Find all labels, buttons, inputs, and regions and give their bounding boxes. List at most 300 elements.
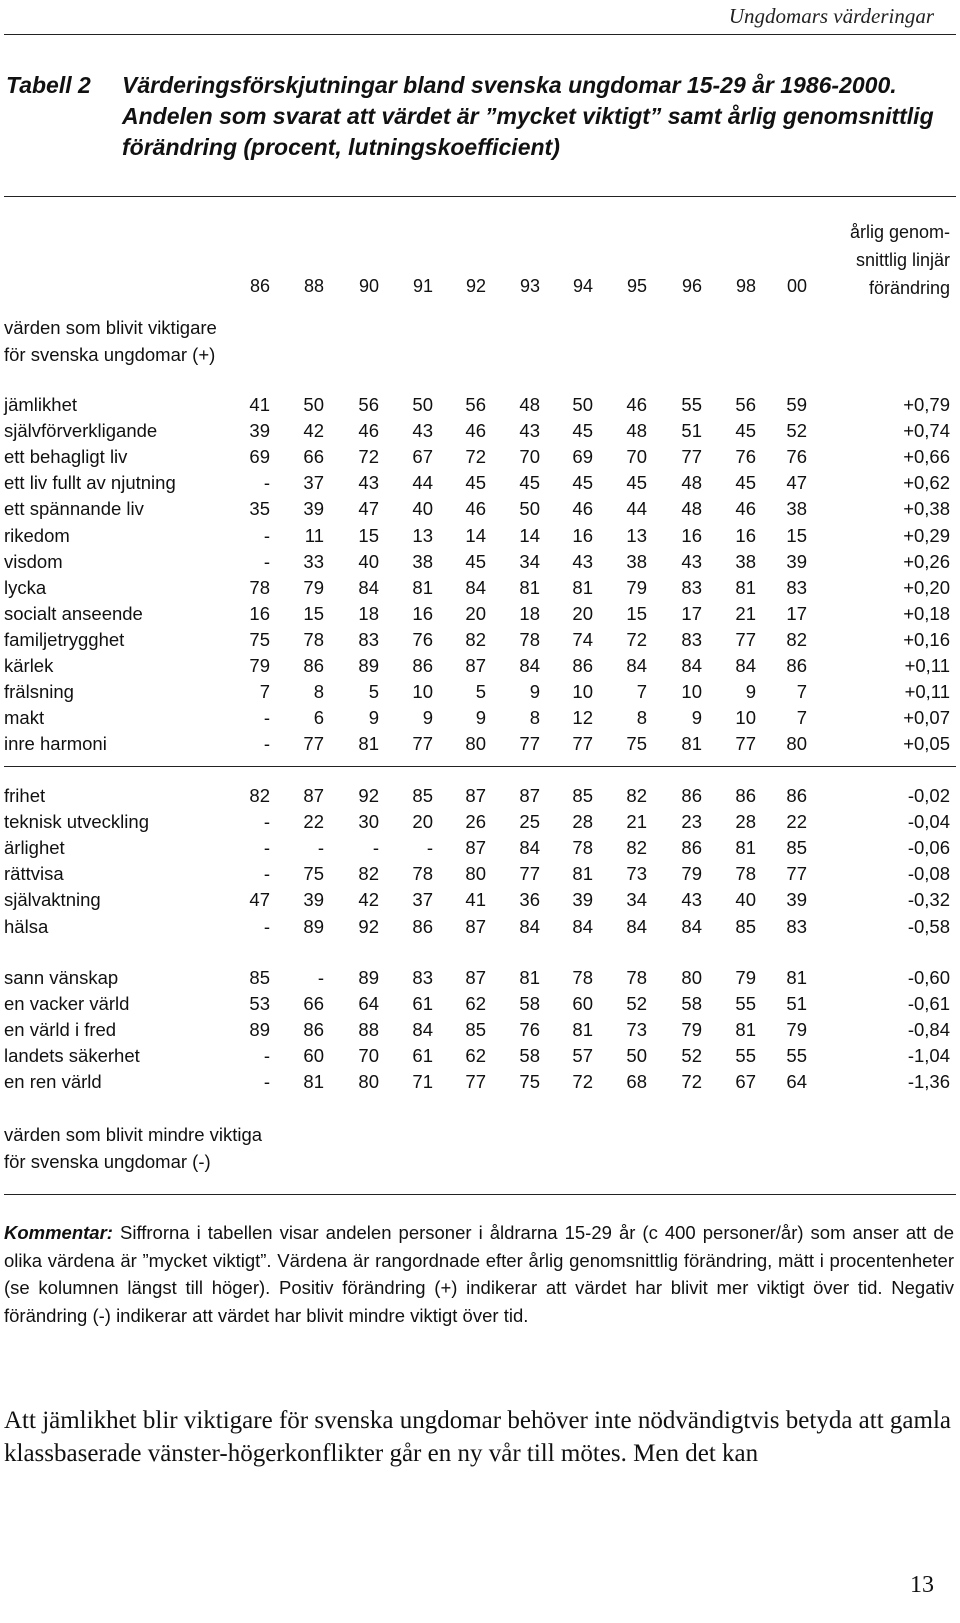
table-cell: 67 [735,1071,756,1093]
change-cell: +0,05 [903,733,950,755]
table-cell: 76 [412,628,433,650]
table-cell: 86 [735,785,756,806]
table-cell: 66 [303,446,324,468]
value-name: en vacker värld [4,993,130,1015]
value-name: frihet [4,785,46,806]
table-cell: 45 [465,550,486,572]
value-name: frälsning [4,681,74,703]
table-cell: 64 [358,993,379,1015]
change-cell: +0,07 [903,707,950,729]
table-cell: - [263,550,270,572]
table-cell: 81 [303,1071,324,1093]
table-cell: 55 [786,1045,807,1067]
table-cell: 87 [465,915,486,937]
table-cell: 84 [681,655,702,676]
table-row [0,472,960,498]
table-cell: 77 [465,1071,486,1093]
table-cell: 80 [465,863,486,885]
change-cell: +0,11 [904,681,950,703]
table-cell: 76 [786,446,807,468]
table-cell: 75 [303,863,324,885]
table-cell: 46 [626,394,647,415]
table-cell: 38 [412,550,433,572]
table-cell: 21 [626,811,647,833]
table-cell: 18 [519,602,540,624]
table-cell: 45 [735,472,756,494]
table-cell: 43 [358,472,379,494]
table-row [0,446,960,472]
value-name: inre harmoni [4,733,107,755]
table-cell: 84 [519,837,540,859]
table-cell: 84 [735,655,756,676]
table-cell: 53 [249,993,270,1015]
table-cell: 22 [303,811,324,833]
table-cell: 46 [465,420,486,442]
table-cell: 46 [465,498,486,520]
table-cell: 77 [572,733,593,755]
table-cell: 39 [786,889,807,911]
year-header: 91 [412,276,433,296]
table-cell: 44 [626,498,647,520]
table-cell: 43 [412,420,433,442]
table-cell: 16 [681,524,702,546]
table-cell: 40 [735,889,756,911]
table-cell: 77 [412,733,433,755]
table-row [0,420,960,446]
value-name: ett liv fullt av njutning [4,472,176,494]
table-cell: 86 [786,655,807,676]
table-cell: 50 [626,1045,647,1067]
value-name: en ren värld [4,1071,102,1093]
table-cell: 20 [465,602,486,624]
year-header: 96 [681,276,702,296]
table-cell: 72 [358,446,379,468]
table-cell: 78 [735,863,756,885]
table-cell: 56 [735,394,756,415]
table-cell: 18 [358,602,379,624]
table-cell: 81 [735,576,756,598]
table-cell: 15 [626,602,647,624]
table-cell: 39 [303,889,324,911]
table-row [0,993,960,1019]
table-cell: 68 [626,1071,647,1093]
table-row [0,707,960,733]
table-cell: 82 [626,785,647,806]
table-cell: 78 [626,967,647,988]
table-cell: 72 [465,446,486,468]
table-cell: 9 [368,707,379,729]
table-cell: 86 [786,785,807,806]
table-cell: 83 [786,915,807,937]
value-name: ärlighet [4,837,65,859]
table-cell: 78 [519,628,540,650]
table-cell: 20 [412,811,433,833]
table-cell: 45 [626,472,647,494]
table-row [0,837,960,863]
table-cell: 16 [572,524,593,546]
table-cell: 55 [735,993,756,1015]
table-cell: 38 [626,550,647,572]
table-cell: 14 [519,524,540,546]
year-header: 94 [572,276,593,296]
table-cell: 79 [735,967,756,988]
table-cell: 34 [626,889,647,911]
table-cell: 81 [358,733,379,755]
table-cell: 60 [572,993,593,1015]
table-cell: - [372,837,379,859]
table-cell: 17 [681,602,702,624]
table-row [0,603,960,629]
value-name: ett spännande liv [4,498,144,520]
table-cell: 42 [358,889,379,911]
table-cell: 85 [249,967,270,988]
table-cell: 35 [249,498,270,520]
table-cell: 83 [358,628,379,650]
table-cell: 5 [368,681,379,703]
table-cell: 70 [626,446,647,468]
table-row [0,551,960,577]
value-name: kärlek [4,655,54,676]
table-cell: - [263,524,270,546]
table-cell: 82 [626,837,647,859]
table-cell: 69 [249,446,270,468]
table-cell: 45 [519,472,540,494]
table-cell: 12 [572,707,593,729]
table-cell: 62 [465,1045,486,1067]
table-cell: 8 [313,681,324,703]
value-name: ett behagligt liv [4,446,128,468]
running-head: Ungdomars värderingar [728,4,934,28]
year-header: 00 [786,276,807,296]
table-cell: - [263,472,270,494]
table-cell: 89 [358,655,379,676]
table-cell: - [263,1045,270,1067]
table-cell: 15 [358,524,379,546]
change-cell: +0,18 [903,602,950,624]
value-name: rikedom [4,524,70,546]
year-header: 88 [303,276,324,296]
table-cell: 86 [572,655,593,676]
table-cell: 85 [412,785,433,806]
table-cell: 76 [519,1019,540,1041]
table-cell: - [263,811,270,833]
change-cell: +0,29 [903,524,950,546]
table-cell: 21 [735,602,756,624]
change-cell: +0,79 [903,394,950,415]
table-cell: 72 [626,628,647,650]
table-cell: 10 [681,681,702,703]
table-cell: 87 [465,837,486,859]
table-row [0,785,960,811]
section-label-decreasing: värden som blivit mindre viktiga för svenska ungdomar (-) [4,1124,263,1172]
table-cell: 88 [358,1019,379,1041]
change-cell: -0,61 [907,993,950,1015]
year-header: 93 [519,276,540,296]
caption-label: Tabell 2 [6,72,91,98]
table-cell: 17 [786,602,807,624]
change-cell: -0,58 [907,915,950,937]
table-cell: - [263,863,270,885]
table-cell: 40 [412,498,433,520]
table-cell: 81 [412,576,433,598]
change-cell: -1,04 [907,1045,950,1067]
table-cell: 33 [303,550,324,572]
table-comment [4,1219,954,1329]
table-cell: 84 [412,1019,433,1041]
table-cell: - [263,733,270,755]
table-row [0,681,960,707]
group-divider-rule [4,766,956,767]
table-cell: 37 [303,472,324,494]
table-cell: 43 [681,889,702,911]
table-cell: 42 [303,420,324,442]
table-cell: 84 [572,915,593,937]
table-cell: 83 [412,967,433,988]
table-cell: 82 [786,628,807,650]
table-row [0,655,960,681]
change-cell: -0,84 [907,1019,950,1041]
table-bottom-rule [4,1194,956,1195]
change-cell: +0,74 [903,420,950,442]
table-cell: 92 [358,915,379,937]
table-cell: 28 [735,811,756,833]
table-cell: 80 [786,733,807,755]
table-cell: 75 [519,1071,540,1093]
table-row [0,811,960,837]
value-name: sann vänskap [4,967,119,988]
section-label-increasing: värden som blivit viktigare för svenska ungdomar (+) [4,317,217,365]
value-name: lycka [4,576,47,598]
table-cell: 57 [572,1045,593,1067]
change-cell: +0,11 [904,655,950,676]
table-cell: 87 [303,785,324,806]
table-cell: 9 [422,707,433,729]
page-number: 13 [910,1572,934,1598]
table-cell: 13 [412,524,433,546]
value-name: makt [4,707,45,729]
table-cell: 84 [681,915,702,937]
table-cell: 82 [465,628,486,650]
table-cell: 79 [681,1019,702,1041]
table-cell: 86 [681,837,702,859]
table-cell: 78 [412,863,433,885]
table-cell: 43 [572,550,593,572]
table-cell: 81 [519,967,540,988]
table-top-rule [4,196,956,197]
table-cell: 86 [681,785,702,806]
table-row [0,577,960,603]
table-cell: 23 [681,811,702,833]
value-name: landets säkerhet [4,1045,140,1067]
table-cell: 15 [786,524,807,546]
table-cell: 85 [735,915,756,937]
table-cell: 55 [735,1045,756,1067]
table-cell: 50 [572,394,593,415]
table-cell: 79 [681,863,702,885]
table-cell: 41 [249,394,270,415]
table-cell: 39 [572,889,593,911]
table-cell: 30 [358,811,379,833]
table-cell: 41 [465,889,486,911]
table-cell: 80 [358,1071,379,1093]
table-cell: 16 [735,524,756,546]
table-row [0,863,960,889]
table-cell: 46 [735,498,756,520]
table-row [0,498,960,524]
table-cell: 45 [572,420,593,442]
table-cell: 86 [303,1019,324,1041]
table-cell: 83 [681,628,702,650]
table-cell: 85 [572,785,593,806]
table-cell: 86 [303,655,324,676]
table-cell: 45 [572,472,593,494]
body-paragraph: Att jämlikhet blir viktigare för svenska ungdomar behöver inte nödvändigtvis betyda att gamla klassbaserade vänster-högerkonflikter går en ny vår till mötes. Men det kan [4,1407,951,1467]
table-cell: 40 [358,550,379,572]
table-cell: 39 [303,498,324,520]
table-cell: 83 [681,576,702,598]
table-cell: 81 [572,863,593,885]
table-cell: 58 [519,993,540,1015]
table-row [0,394,960,420]
table-cell: 84 [465,576,486,598]
table-cell: 51 [786,993,807,1015]
table-cell: 15 [303,602,324,624]
table-cell: 81 [735,837,756,859]
table-cell: 81 [735,1019,756,1041]
table-cell: - [317,837,324,859]
table-cell: 81 [572,1019,593,1041]
table-cell: 52 [626,993,647,1015]
table-cell: 43 [681,550,702,572]
value-name: rättvisa [4,863,64,885]
table-cell: - [263,1071,270,1093]
table-cell: 60 [303,1045,324,1067]
table-cell: 86 [412,655,433,676]
caption-text: Värderingsförskjutningar bland svenska ungdomar 15-29 år 1986-2000. Andelen som svarat att värdet är ”mycket viktigt” samt årlig genomsnittlig förändring (procent, lutningskoefficient) [122,72,934,160]
table-cell: 51 [681,420,702,442]
table-cell: 78 [572,967,593,988]
table-cell: 79 [303,576,324,598]
table-cell: 77 [735,628,756,650]
table-cell: 25 [519,811,540,833]
value-name: visdom [4,550,63,572]
table-row [0,916,960,942]
table-cell: 47 [249,889,270,911]
change-cell: -0,02 [907,785,950,806]
table-cell: 39 [249,420,270,442]
table-cell: 81 [519,576,540,598]
value-name: självförverkligande [4,420,158,442]
table-row [0,629,960,655]
table-cell: 77 [519,733,540,755]
table-cell: 70 [519,446,540,468]
table-cell: 47 [786,472,807,494]
table-cell: 72 [572,1071,593,1093]
value-name: självaktning [4,889,101,911]
table-cell: 52 [681,1045,702,1067]
change-cell: +0,26 [903,550,950,572]
table-cell: 56 [358,394,379,415]
value-name: jämlikhet [4,394,77,415]
table-cell: 16 [249,602,270,624]
table-cell: 34 [519,550,540,572]
table-cell: 75 [249,628,270,650]
table-cell: 48 [681,498,702,520]
table-cell: - [263,837,270,859]
table-cell: 48 [626,420,647,442]
table-cell: 89 [249,1019,270,1041]
table-row [0,525,960,551]
value-name: socialt anseende [4,602,143,624]
year-header: 92 [465,276,486,296]
table-cell: 50 [412,394,433,415]
table-cell: 50 [519,498,540,520]
table-cell: 38 [786,498,807,520]
table-cell: 71 [412,1071,433,1093]
table-cell: 38 [735,550,756,572]
change-cell: -0,32 [907,889,950,911]
table-cell: 10 [735,707,756,729]
table-cell: 7 [796,707,807,729]
table-cell: 87 [465,785,486,806]
table-cell: 79 [626,576,647,598]
table-cell: 52 [786,420,807,442]
table-cell: 92 [358,785,379,806]
table-cell: 10 [572,681,593,703]
table-cell: 61 [412,993,433,1015]
table-cell: 84 [626,655,647,676]
table-cell: 58 [681,993,702,1015]
table-cell: 77 [735,733,756,755]
table-cell: 77 [303,733,324,755]
table-caption [6,70,951,163]
table-row [0,1071,960,1097]
table-cell: - [263,707,270,729]
table-cell: 13 [626,524,647,546]
table-cell: 82 [249,785,270,806]
table-cell: 79 [786,1019,807,1041]
value-name: en värld i fred [4,1019,117,1041]
table-row [0,967,960,993]
table-cell: 9 [691,707,702,729]
table-cell: 70 [358,1045,379,1067]
table-cell: 10 [412,681,433,703]
table-cell: 78 [572,837,593,859]
table-cell: 20 [572,602,593,624]
value-name: hälsa [4,915,49,937]
top-rule [4,34,956,35]
change-cell: -0,60 [907,967,950,988]
table-cell: 89 [358,967,379,988]
table-cell: 9 [529,681,540,703]
table-cell: 11 [304,524,324,546]
year-header: 98 [735,276,756,296]
table-cell: 48 [681,472,702,494]
table-cell: 72 [681,1071,702,1093]
table-cell: 7 [796,681,807,703]
table-cell: 22 [786,811,807,833]
table-row [0,733,960,759]
table-cell: 61 [412,1045,433,1067]
table-cell: 81 [572,576,593,598]
year-header: 86 [249,276,270,296]
change-cell: +0,20 [903,576,950,598]
comment-label: Kommentar: [4,1222,113,1243]
table-cell: 87 [519,785,540,806]
comment-text: Siffrorna i tabellen visar andelen personer i åldrarna 15-29 år (c 400 personer/år) som anser att de olika värdena är ”mycket viktigt”. Värdena är rangordnade efter årlig genomsnittlig förändring, mätt i procentenheter (se kolumnen längst till höger). Positiv förändring (+) indikerar att värdet har blivit mer viktigt över tid. Negativ förändring (-) indikerar att värdet har blivit mindre viktigt över tid. [4,1222,954,1326]
table-cell: 73 [626,863,647,885]
table-cell: 59 [786,394,807,415]
